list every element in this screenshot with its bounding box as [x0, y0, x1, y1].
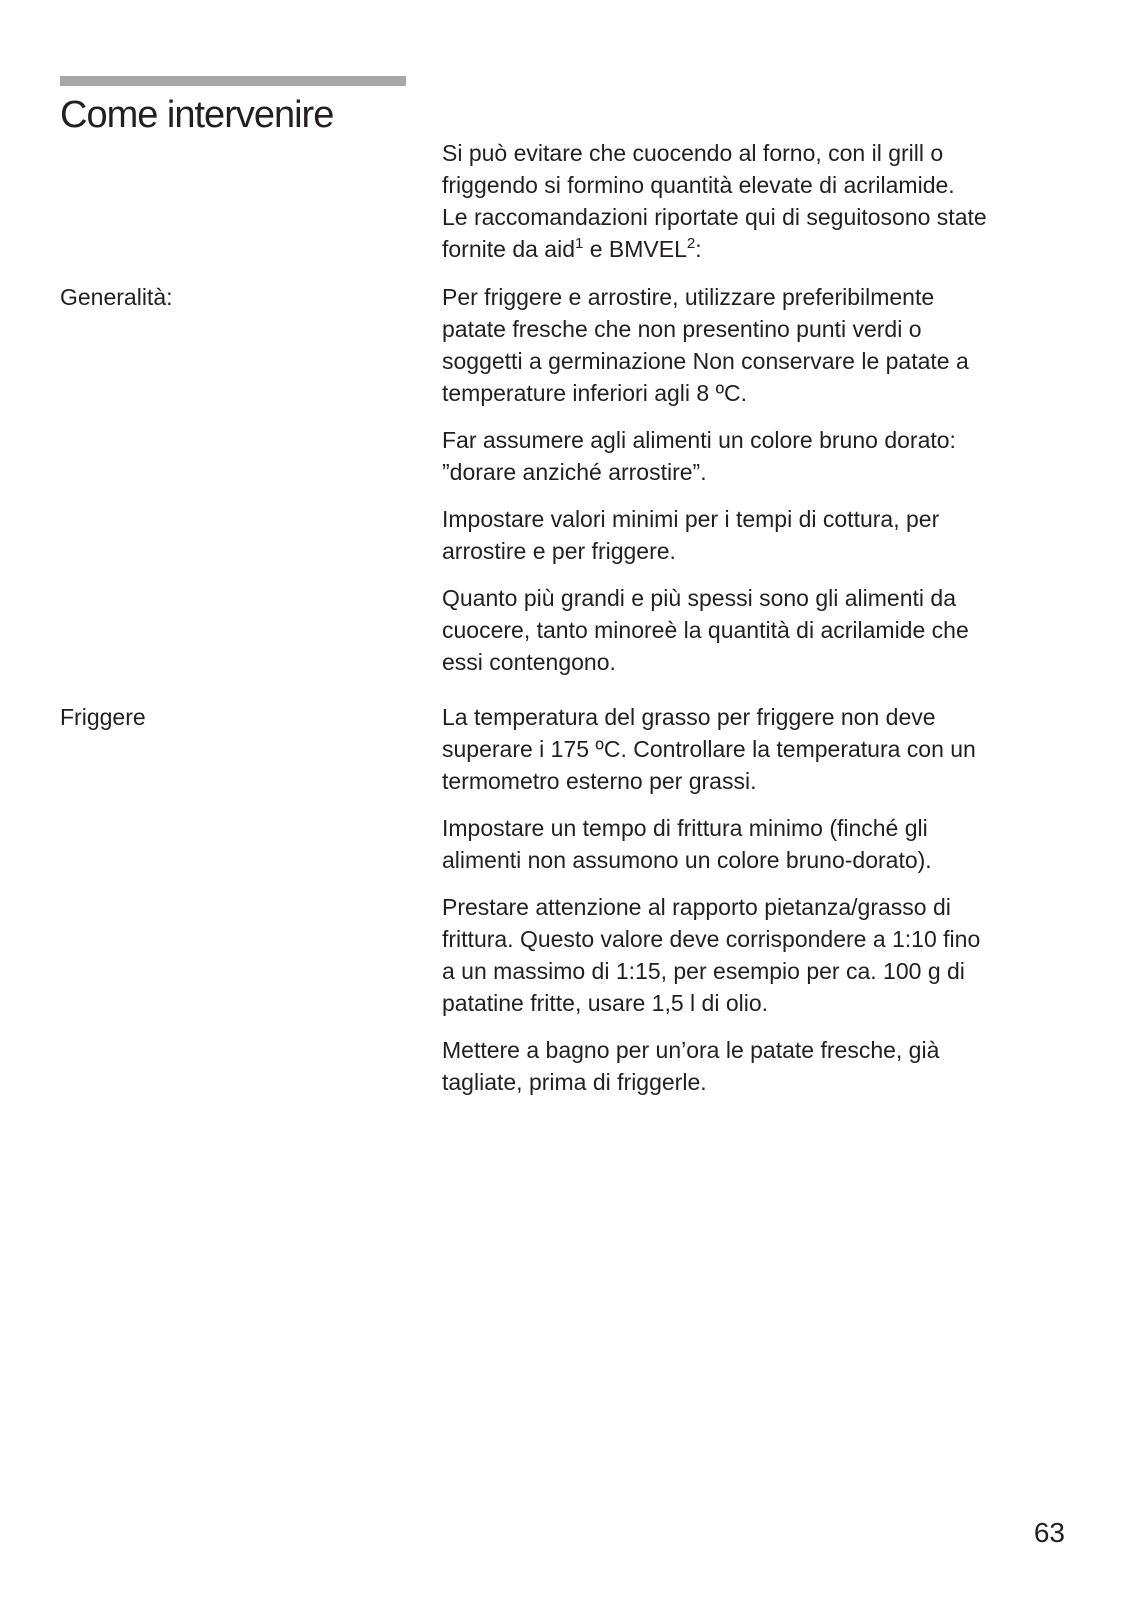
- section-label-generalita: Generalità:: [60, 284, 173, 310]
- page-title: Come intervenire: [60, 94, 334, 136]
- intro-text-end: :: [695, 236, 702, 262]
- intro-paragraph: [442, 137, 1082, 280]
- footnote-ref-2: 2: [686, 235, 696, 252]
- generalita-paragraph-1: Per friggere e arrostire, utilizzare preferibilmente patate fresche che non presentino punti verdi o soggetti a germinazione Non conservare le patate a temperature inferiori agli 8 ºC.: [442, 284, 969, 406]
- footnote-ref-1: 1: [574, 235, 584, 252]
- intro-text-main: Si può evitare che cuocendo al forno, con il grill o friggendo si formino quantità elevate di acrilamide. Le raccomandazioni riportate qui di seguitosono state fornite da aid: [442, 140, 987, 262]
- title-rule: [60, 76, 406, 86]
- generalita-paragraph-3: Impostare valori minimi per i tempi di cottura, per arrostire e per friggere.: [442, 506, 940, 564]
- friggere-paragraph-2: Impostare un tempo di frittura minimo (finché gli alimenti non assumono un colore bruno-dorato).: [442, 815, 932, 873]
- generalita-paragraph-4: Quanto più grandi e più spessi sono gli alimenti da cuocere, tanto minoreè la quantità di acrilamide che essi contengono.: [442, 585, 969, 675]
- generalita-paragraph-2: Far assumere agli alimenti un colore bruno dorato: ”dorare anziché arrostire”.: [442, 427, 956, 485]
- intro-text-mid: e BMVEL: [583, 236, 687, 262]
- page-number: 63: [1033, 1517, 1065, 1548]
- friggere-paragraph-1: La temperatura del grasso per friggere non deve superare i 175 ºC. Controllare la temperatura con un termometro esterno per grassi.: [442, 704, 976, 794]
- section-label-friggere: Friggere: [60, 704, 146, 730]
- friggere-paragraph-3: Prestare attenzione al rapporto pietanza/grasso di frittura. Questo valore deve corrispondere a 1:10 fino a un massimo di 1:15, per esempio per ca. 100 g di patatine fritte, usare 1,5 l di olio.: [442, 894, 981, 1016]
- friggere-paragraph-4: Mettere a bagno per un’ora le patate fresche, già tagliate, prima di friggerle.: [442, 1037, 940, 1095]
- section-generalita: [442, 281, 1082, 693]
- section-friggere: [442, 701, 1082, 1113]
- intro-text: [442, 137, 1082, 265]
